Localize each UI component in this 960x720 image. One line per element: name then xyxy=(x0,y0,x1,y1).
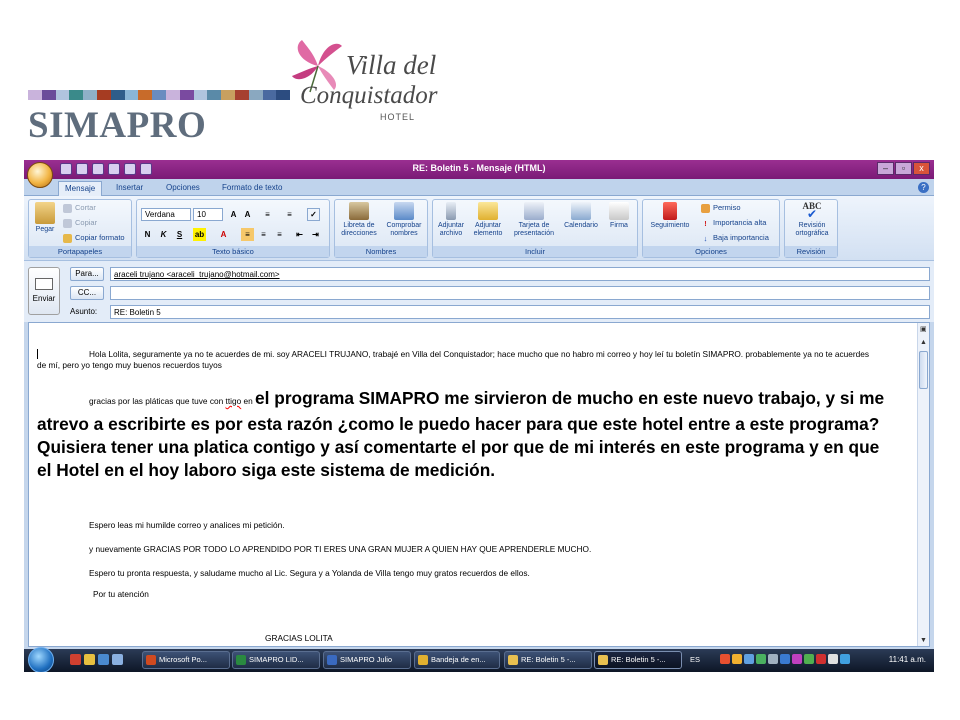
taskbar-button[interactable] xyxy=(594,651,682,669)
app-icon xyxy=(598,655,608,665)
paragraph-signoff: GRACIAS LOLITA xyxy=(265,633,333,643)
abc-icon: ABC xyxy=(802,201,822,211)
group-incluir xyxy=(432,199,638,258)
send-button[interactable] xyxy=(28,267,60,315)
app-icon xyxy=(236,655,246,665)
outlook-message-window xyxy=(24,160,934,672)
paragraph-main-en: en xyxy=(241,396,256,406)
stripe-segment xyxy=(249,90,263,100)
taskbar-button-label: SIMAPRO Julio xyxy=(340,655,393,664)
logo-line-1: Villa del xyxy=(346,50,437,80)
group-label: Texto básico xyxy=(137,246,329,257)
cc-field[interactable] xyxy=(110,286,930,300)
attach-file-button[interactable] xyxy=(433,202,469,238)
permission-label: Permiso xyxy=(713,203,741,212)
tab-formato-texto[interactable]: Formato de texto xyxy=(222,183,283,192)
quick-launch-icon[interactable] xyxy=(84,654,95,665)
tray-icon[interactable] xyxy=(768,654,778,664)
paste-label: Pegar xyxy=(35,226,55,233)
low-importance-button[interactable] xyxy=(701,233,769,243)
font-size-select[interactable]: 10 xyxy=(193,208,223,221)
vertical-scrollbar[interactable] xyxy=(917,323,929,646)
quick-launch-icon[interactable] xyxy=(98,654,109,665)
clock[interactable]: 11:41 a.m. xyxy=(888,655,926,664)
help-icon[interactable]: ? xyxy=(918,182,929,193)
copy-icon xyxy=(63,219,72,228)
group-nombres xyxy=(334,199,428,258)
group-label: Opciones xyxy=(643,246,779,257)
align-right-icon[interactable]: ≡ xyxy=(277,230,282,239)
check-names-button[interactable] xyxy=(381,202,427,238)
stripe-segment xyxy=(111,90,125,100)
stripe-segment xyxy=(97,90,111,100)
office-button[interactable] xyxy=(27,162,53,188)
font-family-select[interactable]: Verdana xyxy=(141,208,191,221)
calendar-button[interactable] xyxy=(561,202,601,230)
tray-icon[interactable] xyxy=(720,654,730,664)
tray-icon[interactable] xyxy=(756,654,766,664)
paste-icon xyxy=(35,202,55,224)
check-names-label: Comprobar nombres xyxy=(386,222,422,237)
underline-icon[interactable]: S xyxy=(176,230,183,239)
stripe-segment xyxy=(42,90,56,100)
system-tray xyxy=(720,654,850,664)
paragraph-attention: Por tu atención xyxy=(93,589,149,599)
taskbar-button[interactable] xyxy=(232,651,320,669)
paragraph-thanks: y nuevamente GRACIAS POR TODO LO APRENDIDO POR TI ERES UNA GRAN MUJER A QUIEN HAY QUE APRENDERLE MUCHO. xyxy=(89,544,592,554)
paperclip-icon xyxy=(446,202,456,220)
stripe-segment xyxy=(83,90,97,100)
quick-launch xyxy=(70,654,123,665)
signature-icon xyxy=(609,202,629,220)
address-book-icon xyxy=(349,202,369,220)
taskbar-button-label: RE: Boletin 5 -... xyxy=(521,655,576,664)
grow-font-icon[interactable]: A xyxy=(230,210,237,219)
down-arrow-icon: ↓ xyxy=(703,233,708,243)
stripe-segment xyxy=(28,90,42,100)
app-icon xyxy=(146,655,156,665)
align-left-icon[interactable]: ≡ xyxy=(241,228,254,241)
minimize-button[interactable]: – xyxy=(877,162,894,175)
taskbar-button[interactable] xyxy=(142,651,230,669)
bold-icon[interactable]: N xyxy=(144,230,151,239)
ribbon xyxy=(24,196,934,260)
language-indicator[interactable]: ES xyxy=(690,655,701,664)
group-opciones xyxy=(642,199,780,258)
low-importance-label: Baja importancia xyxy=(713,233,769,242)
tray-icon[interactable] xyxy=(816,654,826,664)
paragraph-main xyxy=(37,387,897,482)
stripe-segment xyxy=(194,90,208,100)
paragraph-request: Espero leas mi humilde correo y analices mi petición. xyxy=(89,520,285,530)
cc-button[interactable]: CC... xyxy=(70,286,104,300)
address-book-button[interactable] xyxy=(337,202,381,238)
check-names-icon xyxy=(394,202,414,220)
tray-icon[interactable] xyxy=(780,654,790,664)
stripe-segment xyxy=(138,90,152,100)
bullets-icon[interactable]: ≡ xyxy=(265,210,270,219)
copy-label: Copiar xyxy=(75,218,98,227)
cut-label: Cortar xyxy=(75,203,96,212)
follow-up-label: Seguimiento xyxy=(650,222,690,229)
tab-mensaje[interactable]: Mensaje xyxy=(58,181,102,197)
business-card-button[interactable] xyxy=(509,202,559,238)
paste-button[interactable] xyxy=(31,202,59,234)
group-label: Incluir xyxy=(433,246,637,257)
subject-field[interactable]: RE: Boletin 5 xyxy=(110,305,930,319)
permission-button[interactable] xyxy=(701,203,741,213)
stripe-segment xyxy=(166,90,180,100)
window-title: RE: Boletin 5 - Mensaje (HTML) xyxy=(412,163,546,173)
hotel-logo xyxy=(288,36,458,128)
stripe-segment xyxy=(207,90,221,100)
numbering-icon[interactable]: ≡ xyxy=(287,210,292,219)
attach-item-button[interactable] xyxy=(469,202,507,238)
scissors-icon xyxy=(63,204,72,213)
envelope-icon xyxy=(478,202,498,220)
to-value: araceli trujano <araceli_trujano@hotmail.com> xyxy=(114,270,280,279)
checkmark-icon: ✔ xyxy=(806,207,818,221)
stripe-segment xyxy=(152,90,166,100)
window-controls xyxy=(877,162,930,175)
send-label: Enviar xyxy=(32,294,56,303)
group-label: Portapapeles xyxy=(29,246,131,257)
flag-icon xyxy=(663,202,677,220)
taskbar-button[interactable] xyxy=(504,651,592,669)
paragraph-greeting: Hola Lolita, seguramente ya no te acuerdes de mi. soy ARACELI TRUJANO, trabajé en Villa del Conquistador; hace mucho que no habro mi correo y hoy leí tu boletín SIMAPRO. probablemente ya no te acuerdes de mí, pero yo tengo muy buenos recuerdos tuyos xyxy=(37,349,870,370)
ribbon-tabs xyxy=(24,179,934,196)
highlight-icon[interactable]: ab xyxy=(194,230,205,239)
group-label: Revisión xyxy=(785,246,837,257)
subject-label: Asunto: xyxy=(70,307,98,316)
taskbar-button[interactable] xyxy=(414,651,500,669)
group-portapapeles xyxy=(28,199,132,258)
stripe-segment xyxy=(180,90,194,100)
paragraph-main-bold: el programa SIMAPRO me sirvieron de mucho en este nuevo trabajo, y si me atrevo a escribirte es por esta razón ¿como le puedo hacer para que este hotel entre a este programa? Quisiera tener una platica contigo y así comentarte el por que de mi interés en este programa y en que el Hotel en el hoy laboro siga este sistema de medición. xyxy=(37,388,885,480)
tab-opciones[interactable]: Opciones xyxy=(166,183,200,192)
tray-icon[interactable] xyxy=(744,654,754,664)
logo-line-2: Conquistador xyxy=(300,82,438,109)
increase-indent-icon[interactable]: ⇥ xyxy=(312,230,319,239)
start-button[interactable] xyxy=(28,647,54,672)
calendar-icon xyxy=(571,202,591,220)
signature-button[interactable] xyxy=(603,202,635,230)
tray-icon[interactable] xyxy=(792,654,802,664)
taskbar-button[interactable] xyxy=(323,651,411,669)
show-desktop-icon[interactable] xyxy=(112,654,123,665)
message-header xyxy=(24,260,934,322)
paragraph-main-intro: gracias por las pláticas que tuve con xyxy=(89,396,226,406)
tab-insertar[interactable]: Insertar xyxy=(116,183,144,192)
brand-title: SIMAPRO xyxy=(28,105,207,146)
business-card-label: Tarjeta de presentación xyxy=(513,222,555,237)
taskbar-button-label: Bandeja de en... xyxy=(431,655,486,664)
scroll-thumb[interactable] xyxy=(919,351,928,389)
stripe-segment xyxy=(125,90,139,100)
to-button[interactable]: Para... xyxy=(70,267,104,281)
paragraph-reply: Espero tu pronta respuesta, y saludame mucho al Lic. Segura y a Yolanda de Villa tengo muy gratos recuerdos de ellos. xyxy=(89,568,530,578)
tray-icon[interactable] xyxy=(732,654,742,664)
signature-label: Firma xyxy=(610,222,628,229)
app-icon xyxy=(327,655,337,665)
misspelled-word: ttigo xyxy=(225,396,242,406)
app-icon xyxy=(508,655,518,665)
shrink-font-icon[interactable]: A xyxy=(244,210,251,219)
tray-icon[interactable] xyxy=(804,654,814,664)
attach-item-label: Adjuntar elemento xyxy=(473,222,503,237)
copy-button[interactable] xyxy=(63,218,97,228)
italic-icon[interactable]: K xyxy=(160,230,167,239)
address-book-label: Libreta de direcciones xyxy=(341,222,377,237)
taskbar-button-label: SIMAPRO LID... xyxy=(249,655,304,664)
brush-icon xyxy=(63,234,72,243)
decrease-indent-icon[interactable]: ⇤ xyxy=(296,230,303,239)
volume-icon[interactable] xyxy=(828,654,838,664)
quick-launch-icon[interactable] xyxy=(70,654,81,665)
app-icon xyxy=(418,655,428,665)
spelling-label: Revisión ortográfica xyxy=(795,222,829,237)
send-icon xyxy=(35,278,53,290)
business-card-icon xyxy=(524,202,544,220)
high-importance-label: Importancia alta xyxy=(713,218,767,227)
network-icon[interactable] xyxy=(840,654,850,664)
format-painter-label: Copiar formato xyxy=(75,233,125,242)
to-field[interactable] xyxy=(110,267,930,281)
permission-icon xyxy=(701,204,710,213)
follow-up-button[interactable] xyxy=(645,202,695,230)
message-body[interactable] xyxy=(28,322,930,647)
group-revision xyxy=(784,199,838,258)
stripe-segment xyxy=(69,90,83,100)
stripe-segment xyxy=(221,90,235,100)
windows-taskbar xyxy=(24,649,934,672)
stripe-segment xyxy=(235,90,249,100)
title-bar xyxy=(24,160,934,179)
cut-button[interactable] xyxy=(63,203,96,213)
group-label: Nombres xyxy=(335,246,427,257)
ruler-icon[interactable]: ▣ xyxy=(920,326,927,333)
calendar-label: Calendario xyxy=(564,222,598,229)
close-button[interactable]: x xyxy=(913,162,930,175)
high-importance-button[interactable] xyxy=(701,218,766,228)
align-center-icon[interactable]: ≡ xyxy=(261,230,266,239)
logo-line-3: HOTEL xyxy=(380,112,416,122)
stripe-segment xyxy=(263,90,277,100)
taskbar-button-label: RE: Boletin 5 -... xyxy=(611,655,666,664)
taskbar-button-label: Microsoft Po... xyxy=(159,655,207,664)
format-painter-button[interactable] xyxy=(63,233,125,243)
spelling-button[interactable] xyxy=(787,202,837,238)
stripe-segment xyxy=(56,90,70,100)
scroll-down-icon[interactable]: ▼ xyxy=(920,637,927,644)
attach-file-label: Adjuntar archivo xyxy=(437,222,465,237)
group-texto-basico xyxy=(136,199,330,258)
clear-format-icon[interactable]: ✓ xyxy=(307,208,320,221)
font-color-icon[interactable]: A xyxy=(220,230,227,239)
scroll-up-icon[interactable]: ▲ xyxy=(920,339,927,346)
maximize-button[interactable]: ▫ xyxy=(895,162,912,175)
exclamation-icon: ! xyxy=(704,218,707,228)
color-stripe-bar xyxy=(28,90,290,100)
